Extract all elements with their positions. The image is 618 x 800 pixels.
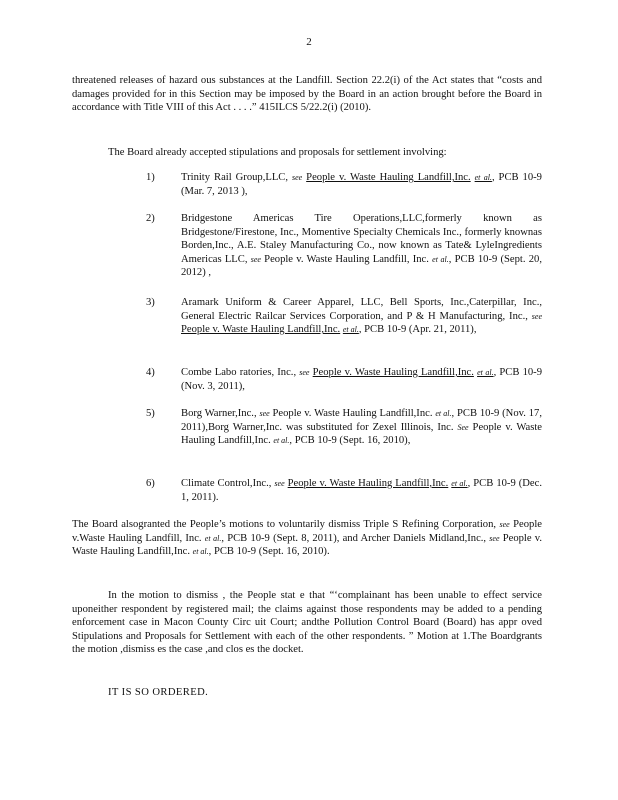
party-name: Combe Labo ratories, Inc., (181, 367, 297, 378)
case-caption: People v. Waste Hauling Landfill,Inc. (272, 408, 433, 419)
see-signal: see (274, 479, 285, 488)
page-number: 2 (306, 36, 312, 48)
see-signal: see (259, 409, 270, 418)
case-caption: People v. Waste Hauling Landfill,Inc. (287, 478, 449, 489)
see-signal: see (299, 368, 310, 377)
lead-paragraph: The Board already accepted stipulations and proposals for settlement involving: (108, 147, 447, 158)
citation: , PCB 10-9 (Apr. 21, 2011), (358, 324, 477, 335)
list-item-text (181, 366, 542, 393)
case-caption: People v. Waste Hauling Landfill,Inc. (181, 324, 341, 335)
see-signal: see (531, 311, 542, 321)
see-signal: see (489, 533, 500, 543)
list-item-text (181, 477, 542, 504)
list-item-number: 1) (146, 172, 155, 183)
et-al: et al. (432, 254, 449, 264)
citation: , PCB 10-9 (Dec. 1, 2011). (181, 478, 542, 503)
et-al: et al. (477, 368, 494, 377)
list-item-number: 2) (146, 213, 155, 224)
party-name: Climate Control,Inc., (181, 478, 272, 489)
citation: , PCB 10-9 (Mar. 7, 2013 ), (181, 172, 542, 197)
motion-paragraph: In the motion to dismiss , the People stat e that “‘complainant has been unable to effect service uponeither respondent by registered mail; the claims against those respondents may be added to a pending enforcement case in Macon County Circ uit Court; andthe Pollution Control Board (Board) has appr oved Stipulations and Proposals for Settlement with each of the other respondents. ” Motion at 1.The Boardgrants the motion ,dismiss es the case ,and clos es the docket. (72, 590, 542, 655)
et-al: et al. (342, 325, 359, 334)
case-caption: People v. Waste Hauling Landfill,Inc. (72, 532, 543, 557)
see-signal: see (250, 254, 261, 264)
list-item-text (181, 407, 542, 448)
list-item-number: 5) (146, 408, 155, 419)
granted-text: , PCB 10-9 (Sept. 8, 2011), and Archer Daniels Midland,Inc., (221, 532, 487, 544)
list-item-number: 3) (146, 297, 155, 308)
see-signal: see (291, 173, 303, 182)
party-name: Trinity Rail Group,LLC, (181, 172, 289, 183)
party-name: Bridgestone Americas Tire Operations,LLC,formerly known as Bridgestone/Firestone, Inc., Momentive Specialty Chemicals Inc., formerly knownas Borden,Inc., A.E. Staley Manufacturing Co., now known as Tate& LyleIngredients Americas LLC, (181, 213, 542, 265)
case-caption: People v.Waste Hauling Landfill, Inc. (72, 519, 542, 544)
case-caption: People v. Waste Hauling Landfill,Inc. (312, 367, 474, 378)
list-item-number: 6) (146, 478, 155, 489)
list-item-number: 4) (146, 367, 155, 378)
citation: , PCB 10-9 (Sept. 20, 2012) , (181, 253, 542, 278)
case-caption: People v. Waste Hauling Landfill, Inc. (264, 253, 429, 265)
et-al: et al. (204, 533, 222, 543)
et-al: et al. (273, 436, 290, 445)
citation: , PCB 10-9 (Sept. 16, 2010), (289, 435, 411, 446)
granted-text: The Board alsogranted the People’s motions to voluntarily dismiss Triple S Refining Corporation, (72, 519, 497, 530)
et-al: et al. (451, 479, 468, 488)
intro-paragraph: threatened releases of hazard ous substances at the Landfill. Section 22.2(i) of the Act states that “costs and damages provided for in this Section may be imposed by the Board in an action brought before the Board in accordance with Title VIII of this Act . . . .” 415ILCS 5/22.2(i) (2010). (72, 75, 542, 113)
list-item-text (181, 212, 542, 280)
case-caption: People v. Waste Hauling Landfill,Inc. (306, 172, 471, 183)
list-item-text (181, 171, 542, 198)
order-statement: IT IS SO ORDERED. (108, 687, 209, 698)
citation: , PCB 10-9 (Nov. 3, 2011), (181, 367, 543, 392)
citation: , PCB 10-9 (Nov. 17, 2011),Borg Warner,Inc. was substituted for Zexel Illinois, Inc. (181, 408, 542, 433)
et-al: et al. (192, 547, 209, 556)
case-caption: People v. Waste Hauling Landfill,Inc. (181, 421, 542, 446)
et-al: et al. (435, 409, 452, 418)
see-signal: See (457, 422, 469, 432)
list-item-text (181, 296, 542, 337)
granted-paragraph (72, 518, 542, 559)
party-name: Aramark Uniform & Career Apparel, LLC, Bell Sports, Inc.,Caterpillar, Inc., General Electric Railcar Services Corporation, and P & H Manufacturing, Inc., (181, 297, 542, 322)
party-name: Borg Warner,Inc., (181, 408, 257, 419)
see-signal: see (499, 520, 510, 529)
granted-text: , PCB 10-9 (Sept. 16, 2010). (208, 546, 330, 557)
et-al: et al. (474, 173, 492, 182)
